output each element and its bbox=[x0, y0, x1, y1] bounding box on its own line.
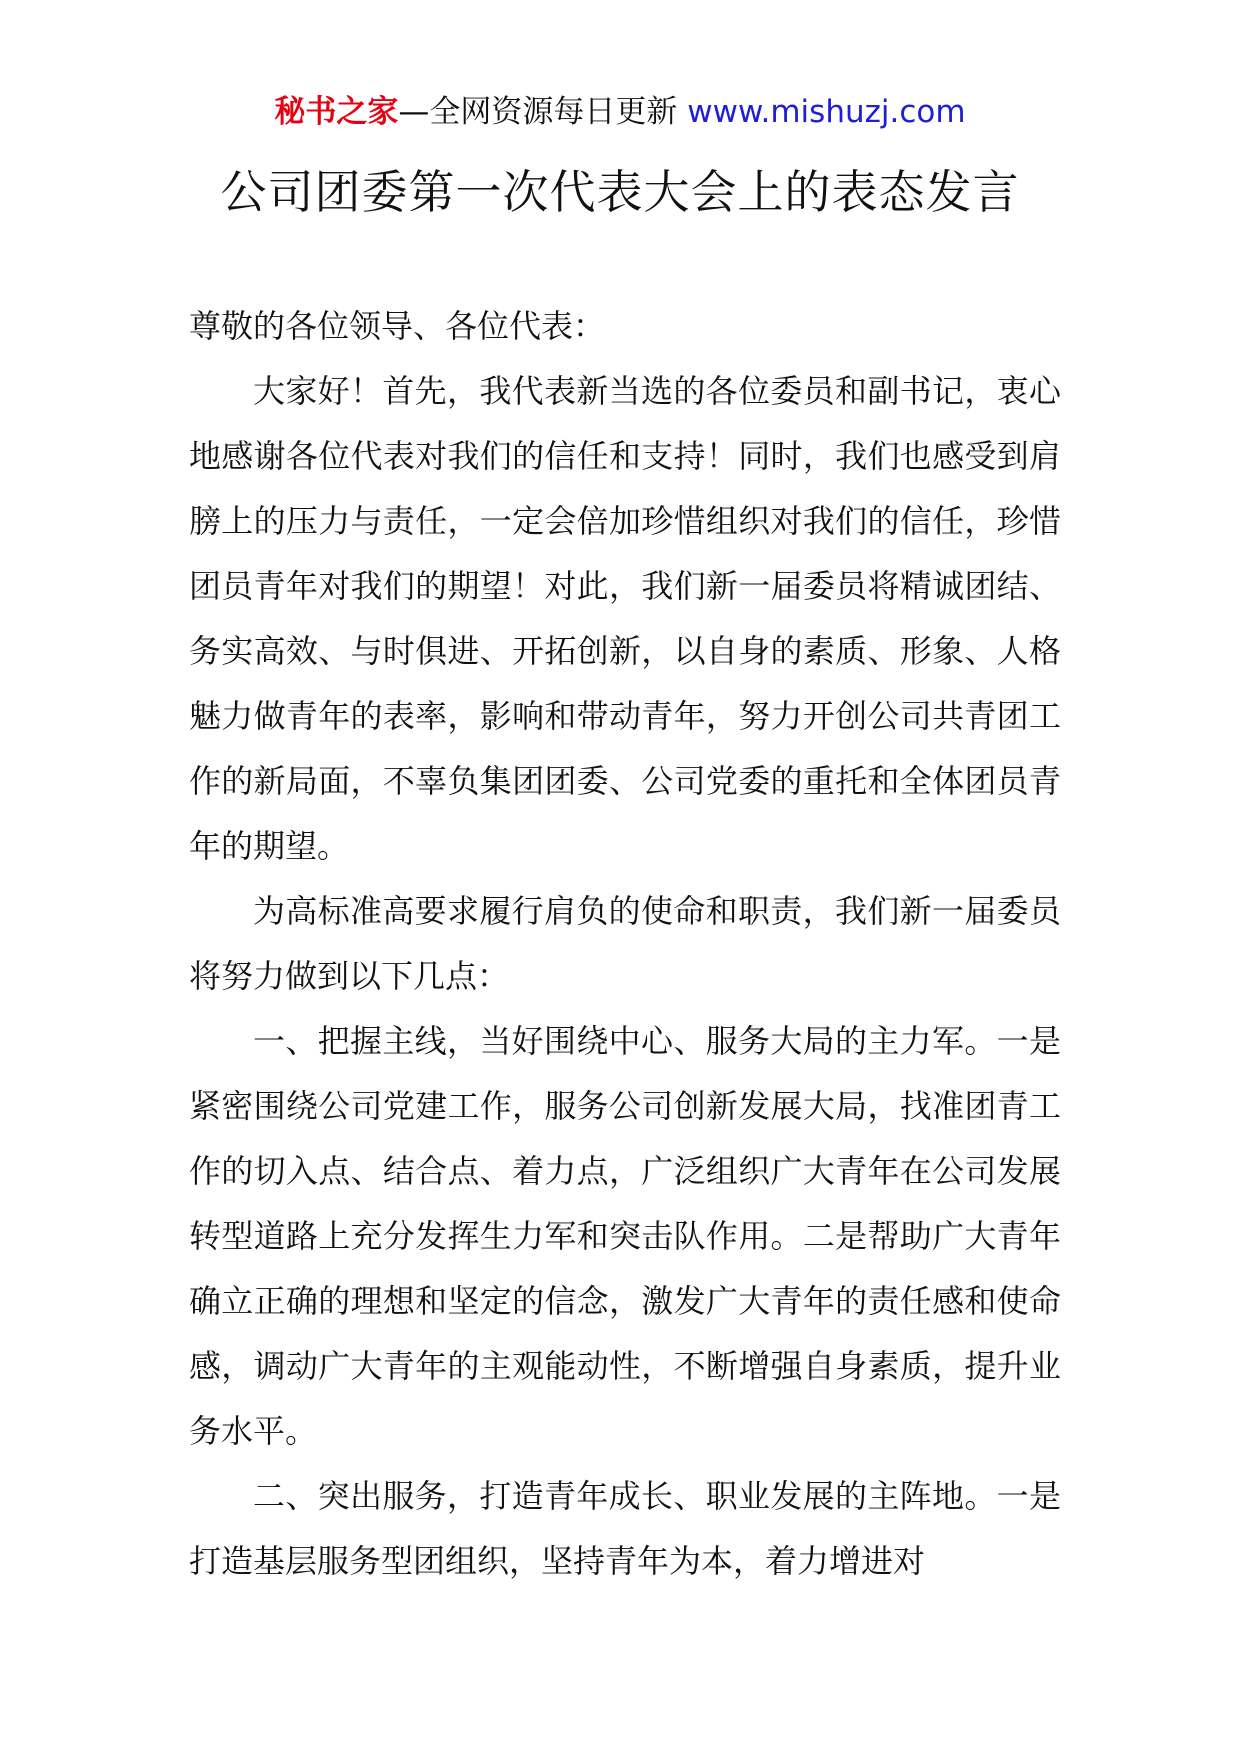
header-tagline: —全网资源每日更新 bbox=[398, 94, 688, 130]
salutation: 尊敬的各位领导、各位代表： bbox=[189, 307, 606, 345]
paragraph-point-one: 一、把握主线，当好围绕中心、服务大局的主力军。一是紧密围绕公司党建工作，服务公司创新发展大局，找准团青工作的切入点、结合点、着力点，广泛组织广大青年在公司发展转型道路上充分发挥生力军和突击队作用。二是帮助广大青年确立正确的理想和坚定的信念，激发广大青年的责任感和使命感，调动广大青年的主观能动性，不断增强自身素质，提升业务水平。 bbox=[189, 1022, 1061, 1450]
paragraph-point-two: 二、突出服务，打造青年成长、职业发展的主阵地。一是打造基层服务型团组织，坚持青年为本，着力增进对 bbox=[189, 1477, 1061, 1580]
paragraph-opening: 大家好！首先，我代表新当选的各位委员和副书记，衷心地感谢各位代表对我们的信任和支持！同时，我们也感受到肩膀上的压力与责任，一定会倍加珍惜组织对我们的信任，珍惜团员青年对我们的期望！对此，我们新一届委员将精诚团结、务实高效、与时俱进、开拓创新，以自身的素质、形象、人格魅力做青年的表率，影响和带动青年，努力开创公司共青团工作的新局面，不辜负集团团委、公司党委的重托和全体团员青年的期望。 bbox=[189, 372, 1061, 865]
paragraph-intro-points: 为高标准高要求履行肩负的使命和职责，我们新一届委员将努力做到以下几点： bbox=[189, 892, 1061, 995]
site-header bbox=[0, 92, 1240, 132]
document-title: 公司团委第一次代表大会上的表态发言 bbox=[220, 165, 1020, 219]
site-url-link[interactable]: www.mishuzj.com bbox=[687, 94, 966, 130]
brand-name: 秘书之家 bbox=[274, 94, 399, 130]
document-body bbox=[189, 294, 1061, 1594]
